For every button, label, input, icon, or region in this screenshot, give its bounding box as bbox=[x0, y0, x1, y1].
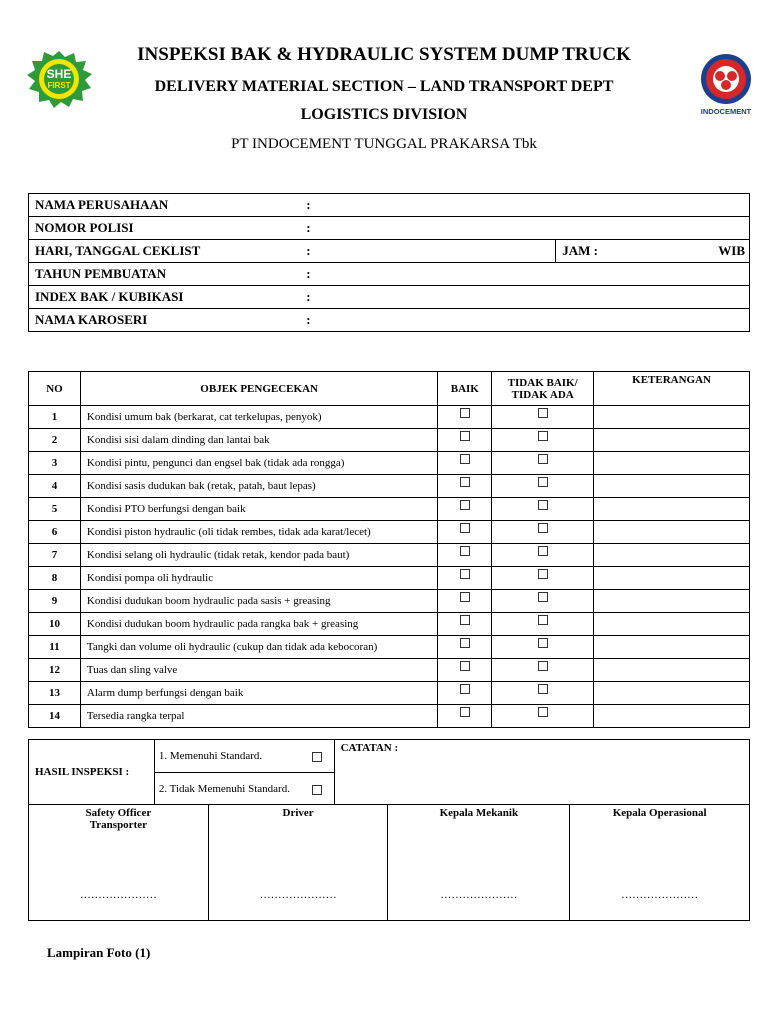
tidak-baik-checkbox[interactable] bbox=[538, 546, 548, 556]
checklist-body bbox=[29, 406, 750, 728]
checklist-row bbox=[29, 705, 750, 728]
keterangan-cell[interactable] bbox=[594, 705, 750, 728]
tidak-baik-cell bbox=[492, 521, 594, 544]
item-description: Kondisi dudukan boom hydraulic pada rangka bak + greasing bbox=[80, 613, 437, 636]
option-memenuhi[interactable] bbox=[154, 740, 334, 773]
baik-checkbox[interactable] bbox=[460, 523, 470, 533]
checklist-row bbox=[29, 682, 750, 705]
signature-line: ………………… bbox=[79, 889, 157, 901]
keterangan-cell[interactable] bbox=[594, 590, 750, 613]
item-number: 5 bbox=[29, 498, 81, 521]
tidak-baik-cell bbox=[492, 636, 594, 659]
tidak-baik-cell bbox=[492, 498, 594, 521]
baik-checkbox[interactable] bbox=[460, 661, 470, 671]
item-number: 13 bbox=[29, 682, 81, 705]
item-description: Kondisi pompa oli hydraulic bbox=[80, 567, 437, 590]
jam-field[interactable] bbox=[556, 240, 750, 263]
baik-cell bbox=[438, 475, 492, 498]
header-objek: OBJEK PENGECEKAN bbox=[80, 372, 437, 406]
info-label: NAMA KAROSERI bbox=[29, 309, 301, 332]
tidak-baik-cell bbox=[492, 682, 594, 705]
tidak-baik-checkbox[interactable] bbox=[538, 431, 548, 441]
signature-block[interactable] bbox=[570, 805, 750, 921]
item-description: Alarm dump berfungsi dengan baik bbox=[80, 682, 437, 705]
tidak-baik-cell bbox=[492, 452, 594, 475]
info-row bbox=[29, 286, 750, 309]
signature-role: Driver bbox=[282, 807, 314, 819]
signature-role: Kepala Operasional bbox=[612, 807, 707, 819]
tidak-baik-cell bbox=[492, 429, 594, 452]
item-description: Kondisi pintu, pengunci dan engsel bak (tidak ada rongga) bbox=[80, 452, 437, 475]
info-colon[interactable]: : bbox=[300, 240, 556, 263]
first-logo-text: FIRST bbox=[47, 81, 71, 90]
keterangan-cell[interactable] bbox=[594, 498, 750, 521]
signature-role: Kepala Mekanik bbox=[439, 807, 519, 819]
checkbox-memenuhi[interactable] bbox=[312, 752, 322, 762]
item-number: 10 bbox=[29, 613, 81, 636]
checklist-row bbox=[29, 544, 750, 567]
item-description: Kondisi piston hydraulic (oli tidak rembes, tidak ada karat/lecet) bbox=[80, 521, 437, 544]
tidak-baik-checkbox[interactable] bbox=[538, 408, 548, 418]
info-label: HARI, TANGGAL CEKLIST bbox=[29, 240, 301, 263]
baik-checkbox[interactable] bbox=[460, 569, 470, 579]
info-colon[interactable]: : bbox=[300, 286, 749, 309]
baik-cell bbox=[438, 590, 492, 613]
option-tidak-memenuhi-label: 2. Tidak Memenuhi Standard. bbox=[158, 782, 290, 795]
item-description: Kondisi umum bak (berkarat, cat terkelupas, penyok) bbox=[80, 406, 437, 429]
keterangan-cell[interactable] bbox=[594, 429, 750, 452]
baik-checkbox[interactable] bbox=[460, 638, 470, 648]
item-description: Tuas dan sling valve bbox=[80, 659, 437, 682]
baik-cell bbox=[438, 659, 492, 682]
tidak-baik-checkbox[interactable] bbox=[538, 684, 548, 694]
inspection-result-table bbox=[28, 739, 750, 921]
tidak-baik-checkbox[interactable] bbox=[538, 454, 548, 464]
baik-checkbox[interactable] bbox=[460, 592, 470, 602]
baik-cell bbox=[438, 498, 492, 521]
document-division: LOGISTICS DIVISION bbox=[300, 106, 468, 123]
checklist-row bbox=[29, 613, 750, 636]
header-tidak-baik-line1: TIDAK BAIK/ bbox=[507, 376, 578, 389]
baik-checkbox[interactable] bbox=[460, 408, 470, 418]
info-colon[interactable]: : bbox=[300, 263, 749, 286]
checklist-row bbox=[29, 475, 750, 498]
signature-row bbox=[29, 805, 750, 921]
item-number: 9 bbox=[29, 590, 81, 613]
info-colon[interactable]: : bbox=[300, 217, 749, 240]
header-baik: BAIK bbox=[438, 372, 492, 406]
item-description: Tersedia rangka terpal bbox=[80, 705, 437, 728]
keterangan-cell[interactable] bbox=[594, 452, 750, 475]
keterangan-cell[interactable] bbox=[594, 475, 750, 498]
baik-checkbox[interactable] bbox=[460, 454, 470, 464]
info-label: TAHUN PEMBUATAN bbox=[29, 263, 301, 286]
signature-line: ………………… bbox=[440, 889, 518, 901]
result-row bbox=[29, 740, 750, 773]
keterangan-cell[interactable] bbox=[594, 636, 750, 659]
checklist-row bbox=[29, 452, 750, 475]
option-memenuhi-label: 1. Memenuhi Standard. bbox=[158, 750, 263, 762]
item-number: 12 bbox=[29, 659, 81, 682]
item-number: 1 bbox=[29, 406, 81, 429]
info-label: NAMA PERUSAHAAN bbox=[29, 194, 301, 217]
indocement-logo-caption: INDOCEMENT bbox=[700, 107, 752, 116]
checklist-row bbox=[29, 498, 750, 521]
company-name: PT INDOCEMENT TUNGGAL PRAKARSA Tbk bbox=[231, 136, 537, 152]
keterangan-cell[interactable] bbox=[594, 567, 750, 590]
checklist-row bbox=[29, 567, 750, 590]
checklist-row bbox=[29, 406, 750, 429]
signature-block[interactable] bbox=[208, 805, 388, 921]
checklist-row bbox=[29, 521, 750, 544]
tidak-baik-checkbox[interactable] bbox=[538, 477, 548, 487]
baik-checkbox[interactable] bbox=[460, 477, 470, 487]
baik-cell bbox=[438, 452, 492, 475]
tidak-baik-cell bbox=[492, 567, 594, 590]
tidak-baik-checkbox[interactable] bbox=[538, 638, 548, 648]
baik-checkbox[interactable] bbox=[460, 431, 470, 441]
baik-cell bbox=[438, 521, 492, 544]
tidak-baik-checkbox[interactable] bbox=[538, 615, 548, 625]
item-description: Kondisi sisi dalam dinding dan lantai bak bbox=[80, 429, 437, 452]
info-label: NOMOR POLISI bbox=[29, 217, 301, 240]
item-number: 3 bbox=[29, 452, 81, 475]
baik-checkbox[interactable] bbox=[460, 707, 470, 717]
tidak-baik-checkbox[interactable] bbox=[538, 523, 548, 533]
info-row bbox=[29, 309, 750, 332]
signature-block[interactable] bbox=[388, 805, 570, 921]
item-description: Kondisi dudukan boom hydraulic pada sasis + greasing bbox=[80, 590, 437, 613]
info-label: INDEX BAK / KUBIKASI bbox=[29, 286, 301, 309]
keterangan-cell[interactable] bbox=[594, 406, 750, 429]
option-tidak-memenuhi[interactable] bbox=[154, 773, 334, 805]
baik-checkbox[interactable] bbox=[460, 500, 470, 510]
item-description: Kondisi selang oli hydraulic (tidak retak, kendor pada baut) bbox=[80, 544, 437, 567]
keterangan-cell[interactable] bbox=[594, 521, 750, 544]
keterangan-cell[interactable] bbox=[594, 682, 750, 705]
header-tidak-baik bbox=[492, 372, 594, 406]
baik-cell bbox=[438, 544, 492, 567]
signature-line: ………………… bbox=[621, 889, 699, 901]
keterangan-cell[interactable] bbox=[594, 544, 750, 567]
item-description: Tangki dan volume oli hydraulic (cukup dan tidak ada kebocoran) bbox=[80, 636, 437, 659]
tidak-baik-checkbox[interactable] bbox=[538, 569, 548, 579]
item-number: 14 bbox=[29, 705, 81, 728]
baik-cell bbox=[438, 429, 492, 452]
checklist-row bbox=[29, 590, 750, 613]
catatan-field[interactable] bbox=[334, 740, 749, 805]
tidak-baik-cell bbox=[492, 406, 594, 429]
item-number: 11 bbox=[29, 636, 81, 659]
info-colon[interactable]: : bbox=[300, 194, 749, 217]
lampiran-foto-label: Lampiran Foto (1) bbox=[47, 945, 151, 960]
tidak-baik-checkbox[interactable] bbox=[538, 592, 548, 602]
info-row bbox=[29, 263, 750, 286]
item-number: 6 bbox=[29, 521, 81, 544]
vehicle-info-table bbox=[28, 193, 750, 332]
signature-block[interactable] bbox=[29, 805, 209, 921]
hasil-inspeksi-label: HASIL INSPEKSI : bbox=[29, 740, 155, 805]
header-keterangan: KETERANGAN bbox=[594, 372, 750, 406]
checklist-row bbox=[29, 636, 750, 659]
checkbox-tidak-memenuhi[interactable] bbox=[312, 785, 322, 795]
tidak-baik-cell bbox=[492, 590, 594, 613]
catatan-label: CATATAN : bbox=[340, 742, 399, 754]
baik-cell bbox=[438, 406, 492, 429]
tidak-baik-cell bbox=[492, 613, 594, 636]
baik-cell bbox=[438, 636, 492, 659]
tidak-baik-cell bbox=[492, 544, 594, 567]
info-row bbox=[29, 240, 750, 263]
document-subtitle: DELIVERY MATERIAL SECTION – LAND TRANSPORT DEPT bbox=[154, 78, 614, 95]
tidak-baik-checkbox[interactable] bbox=[538, 707, 548, 717]
info-row bbox=[29, 194, 750, 217]
signature-role-line2: Transporter bbox=[89, 819, 147, 831]
tidak-baik-checkbox[interactable] bbox=[538, 661, 548, 671]
item-number: 7 bbox=[29, 544, 81, 567]
document-title: INSPEKSI BAK & HYDRAULIC SYSTEM DUMP TRUCK bbox=[137, 44, 631, 65]
item-number: 2 bbox=[29, 429, 81, 452]
wib-label: WIB bbox=[718, 243, 745, 258]
item-description: Kondisi sasis dudukan bak (retak, patah, baut lepas) bbox=[80, 475, 437, 498]
baik-checkbox[interactable] bbox=[460, 546, 470, 556]
checklist-header-row bbox=[29, 372, 750, 406]
tidak-baik-checkbox[interactable] bbox=[538, 500, 548, 510]
keterangan-cell[interactable] bbox=[594, 659, 750, 682]
tidak-baik-cell bbox=[492, 475, 594, 498]
checklist-row bbox=[29, 659, 750, 682]
info-row bbox=[29, 217, 750, 240]
baik-checkbox[interactable] bbox=[460, 615, 470, 625]
signature-role: Safety Officer bbox=[85, 807, 152, 819]
header-tidak-baik-line2: TIDAK ADA bbox=[511, 388, 574, 401]
item-number: 4 bbox=[29, 475, 81, 498]
jam-label: JAM : bbox=[562, 243, 598, 258]
tidak-baik-cell bbox=[492, 659, 594, 682]
she-logo-text: SHE bbox=[46, 67, 72, 81]
baik-cell bbox=[438, 613, 492, 636]
inspection-checklist-table bbox=[28, 371, 750, 728]
item-description: Kondisi PTO berfungsi dengan baik bbox=[80, 498, 437, 521]
baik-cell bbox=[438, 567, 492, 590]
signature-line: ………………… bbox=[259, 889, 337, 901]
info-colon[interactable]: : bbox=[300, 309, 749, 332]
tidak-baik-cell bbox=[492, 705, 594, 728]
baik-cell bbox=[438, 682, 492, 705]
header-no: NO bbox=[29, 372, 81, 406]
checklist-row bbox=[29, 429, 750, 452]
baik-cell bbox=[438, 705, 492, 728]
keterangan-cell[interactable] bbox=[594, 613, 750, 636]
baik-checkbox[interactable] bbox=[460, 684, 470, 694]
item-number: 8 bbox=[29, 567, 81, 590]
